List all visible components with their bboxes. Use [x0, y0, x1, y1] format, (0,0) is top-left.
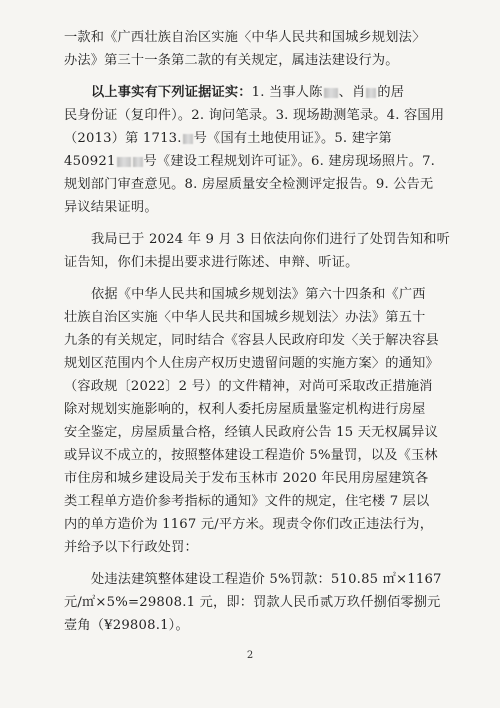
- text-line: 规划部门审查意见。8. 房屋质量安全检测评定报告。9. 公告无: [64, 177, 434, 192]
- paragraph-violation: [64, 26, 460, 72]
- text-line: [64, 150, 460, 173]
- paragraph-evidence: [64, 81, 460, 219]
- page-number: 2: [246, 650, 254, 661]
- paragraph-legal-basis: [64, 283, 460, 559]
- text-line: 除对规划实施影响的，权利人委托房屋质量鉴定机构进行房屋: [64, 402, 426, 417]
- text-line: 规划区范围内个人住房产权历史遗留问题的实施方案〉的通知》: [64, 356, 439, 371]
- paragraph-notice: [64, 228, 460, 274]
- text-fragment: 、肖: [338, 85, 366, 100]
- evidence-heading: 以上事实有下列证据证实：: [91, 85, 252, 100]
- text-fragment: 450921: [64, 154, 116, 169]
- text-fragment: 1. 当事人陈: [251, 85, 323, 100]
- text-line: 或异议不成立的，按照整体建设工程造价 5%量罚，以及《玉林: [64, 448, 438, 463]
- text-line: 元/㎡×5%=29808.1 元，即：罚款人民币贰万玖仟捌佰零捌元: [64, 595, 441, 610]
- text-line: 处违法建筑整体建设工程造价 5%罚款：510.85 ㎡×1167: [91, 572, 442, 587]
- text-line: 安全鉴定，房屋质量合格，经镇人民政府公告 15 天无权属异议: [64, 425, 439, 440]
- text-line: 我局已于 2024 年 9 月 3 日依法向你们进行了处罚告知和听: [91, 232, 451, 247]
- text-line: 一款和《广西壮族自治区实施〈中华人民共和国城乡规划法〉: [64, 30, 426, 45]
- text-fragment: （2013）第 1713.: [64, 131, 182, 146]
- text-line: （容政规〔2022〕2 号）的文件精神，对尚可采取改正措施消: [64, 379, 433, 394]
- text-fragment: 号《国有土地使用证》。5. 建字第: [193, 131, 392, 146]
- text-line: 市住房和城乡建设局关于发布玉林市 2020 年民用房屋建筑各: [64, 471, 429, 486]
- text-fragment: 号《建设工程规划许可证》。6. 建房现场照片。7.: [143, 154, 436, 169]
- redaction-mark: [324, 88, 338, 98]
- text-line: 证告知，你们未提出要求进行陈述、申辩、听证。: [64, 255, 359, 270]
- text-line: 内的单方造价为 1167 元/平方米。现责令你们改正违法行为，: [64, 517, 434, 532]
- paragraph-penalty: [64, 568, 460, 637]
- text-line: 九条的有关规定，同时结合《容县人民政府印发〈关于解决容县: [64, 333, 439, 348]
- text-line: 民身份证（复印件）。2. 询问笔录。3. 现场勘测笔录。4. 容国用: [64, 108, 445, 123]
- document-body: [64, 26, 460, 637]
- text-line: 壮族自治区实施〈中华人民共和国城乡规划法〉办法》第五十: [64, 310, 426, 325]
- text-line: 异议结果证明。: [64, 200, 158, 215]
- text-line: 壹角（¥29808.1）。: [64, 618, 189, 633]
- text-line: 依据《中华人民共和国城乡规划法》第六十四条和《广西: [91, 287, 426, 302]
- redaction-mark: [366, 88, 376, 98]
- text-line: 办法》第三十一条第二款的有关规定，属违法建设行为。: [64, 53, 399, 68]
- redaction-mark: [117, 157, 131, 167]
- redaction-mark: [133, 157, 143, 167]
- redaction-mark: [183, 134, 193, 144]
- text-line: 类工程单方造价参考指标的通知》文件的规定，住宅楼 7 层以: [64, 494, 430, 509]
- text-line: [64, 127, 460, 150]
- text-line: 并给予以下行政处罚：: [64, 540, 198, 555]
- text-fragment: 的居: [377, 85, 405, 100]
- text-line: [64, 81, 460, 104]
